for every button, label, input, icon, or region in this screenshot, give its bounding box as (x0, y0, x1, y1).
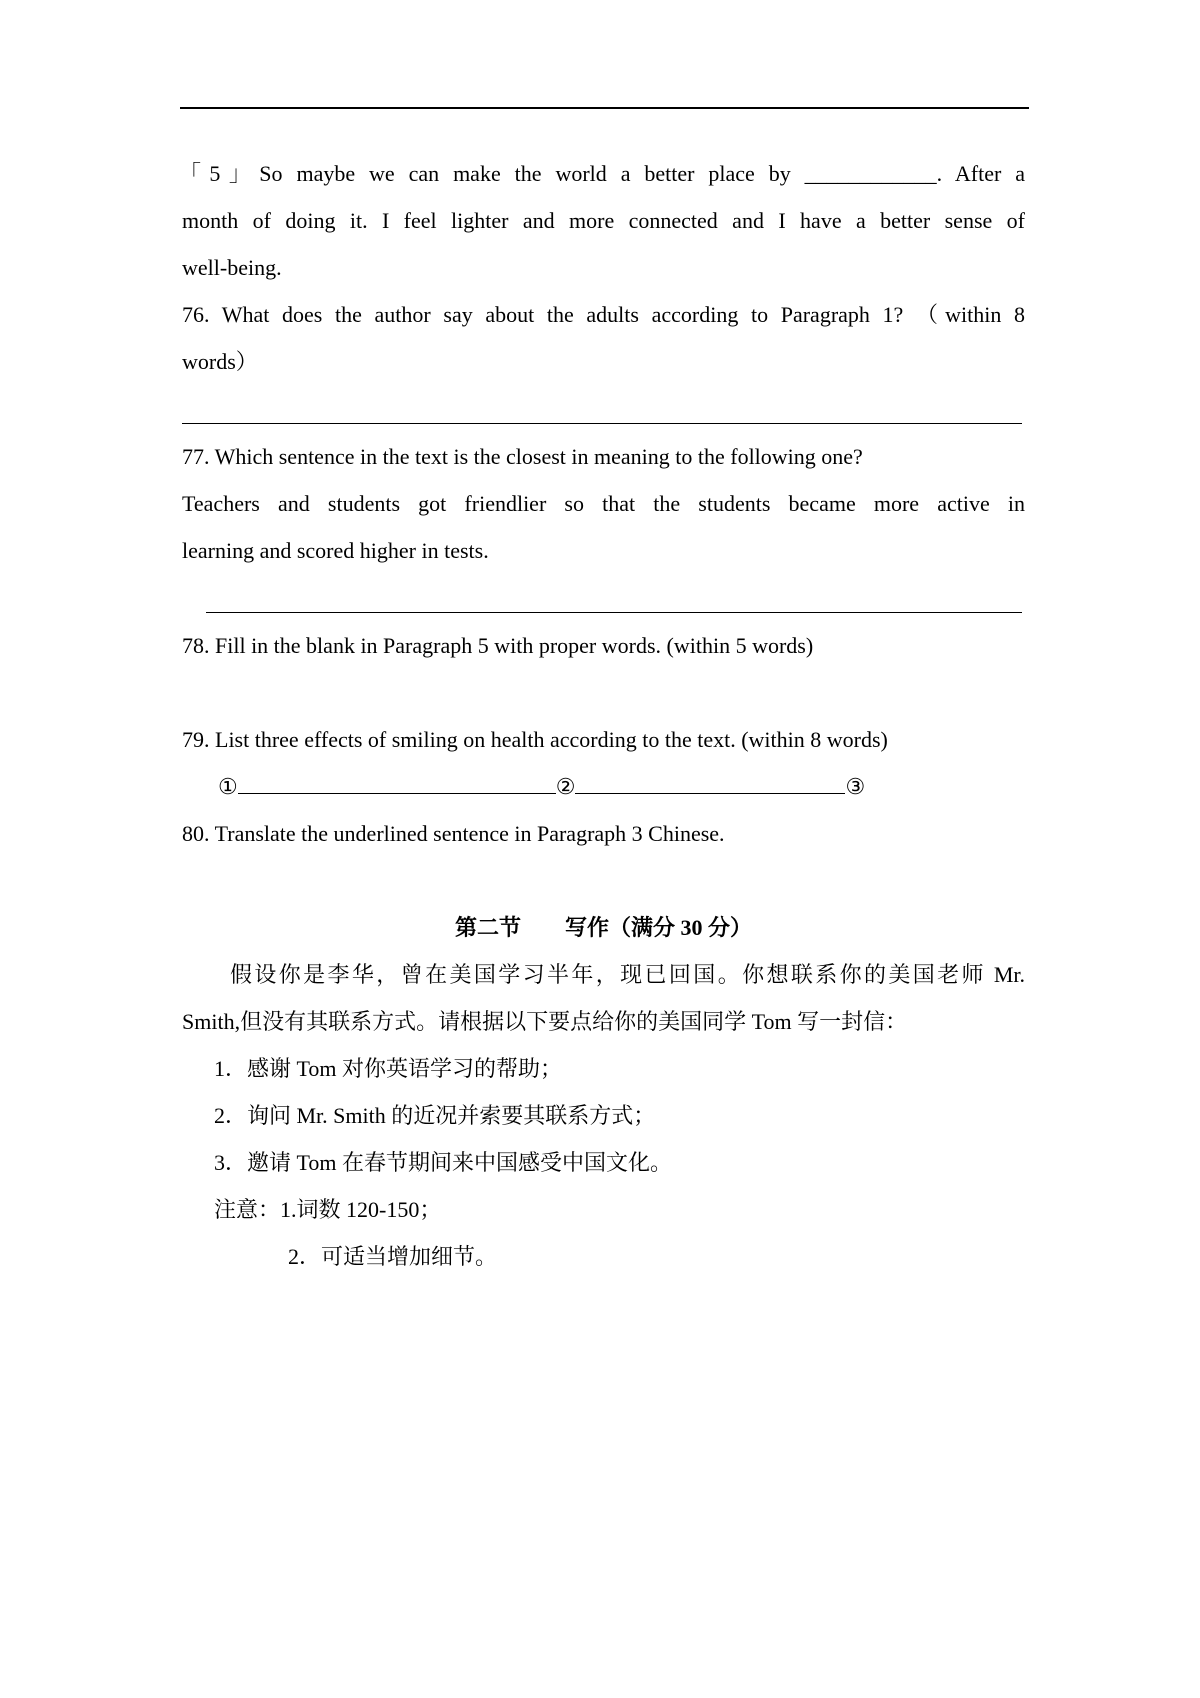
question-76-line-1: 76. What does the author say about the adults according to Paragraph 1? （within 8 (182, 302, 1025, 327)
question-76-line-2: words） (182, 349, 258, 374)
question-79 (182, 716, 1025, 810)
question-79-answers (182, 763, 1025, 810)
answer-blank-1[interactable] (238, 765, 556, 794)
writing-section (182, 904, 1025, 1280)
question-79-line-1: 79. List three effects of smiling on health according to the text. (within 8 words) (182, 727, 888, 752)
paragraph-5-line-1: 「5」So maybe we can make the world a better place by ____________. After a (179, 161, 1025, 186)
writing-intro-line-1: 假设你是李华，曾在美国学习半年，现已回国。你想联系你的美国老师 Mr. (230, 962, 1025, 987)
answer-space-80[interactable] (182, 857, 1025, 904)
answer-space-78[interactable] (182, 669, 1025, 716)
answer-blank-2[interactable] (575, 765, 845, 794)
writing-point-1: 1．感谢 Tom 对你英语学习的帮助； (214, 1056, 563, 1081)
circled-number-2: ② (555, 774, 576, 799)
header-rule (180, 107, 1029, 109)
writing-note-2: 2．可适当增加细节。 (288, 1244, 498, 1269)
question-77-line-2: Teachers and students got friendlier so that the students became more active in (182, 491, 1025, 516)
paragraph-5-line-3: well-being. (182, 255, 282, 280)
question-80: 80. Translate the underlined sentence in Paragraph 3 Chinese. (182, 821, 725, 846)
section-title: 第二节 写作（满分 30 分） (454, 915, 752, 940)
writing-intro-line-2: Smith,但没有其联系方式。请根据以下要点给你的美国同学 Tom 写一封信： (182, 1009, 908, 1034)
paragraph-5-line-2: month of doing it. I feel lighter and more connected and I have a better sense of (182, 208, 1025, 233)
page-content (179, 150, 1025, 1280)
question-76 (182, 291, 1025, 385)
question-78: 78. Fill in the blank in Paragraph 5 with proper words. (within 5 words) (182, 633, 814, 658)
paragraph-5 (179, 150, 1025, 291)
circled-number-1: ① (218, 774, 238, 799)
question-77-line-1: 77. Which sentence in the text is the closest in meaning to the following one? (182, 444, 863, 469)
writing-point-3: 3．邀请 Tom 在春节期间来中国感受中国文化。 (214, 1150, 673, 1175)
circled-number-3: ③ (845, 774, 866, 799)
writing-note-1: 注意：1.词数 120-150； (214, 1197, 442, 1222)
question-77-line-3: learning and scored higher in tests. (182, 538, 489, 563)
writing-point-2: 2．询问 Mr. Smith 的近况并索要其联系方式； (214, 1103, 656, 1128)
question-77 (182, 433, 1025, 574)
